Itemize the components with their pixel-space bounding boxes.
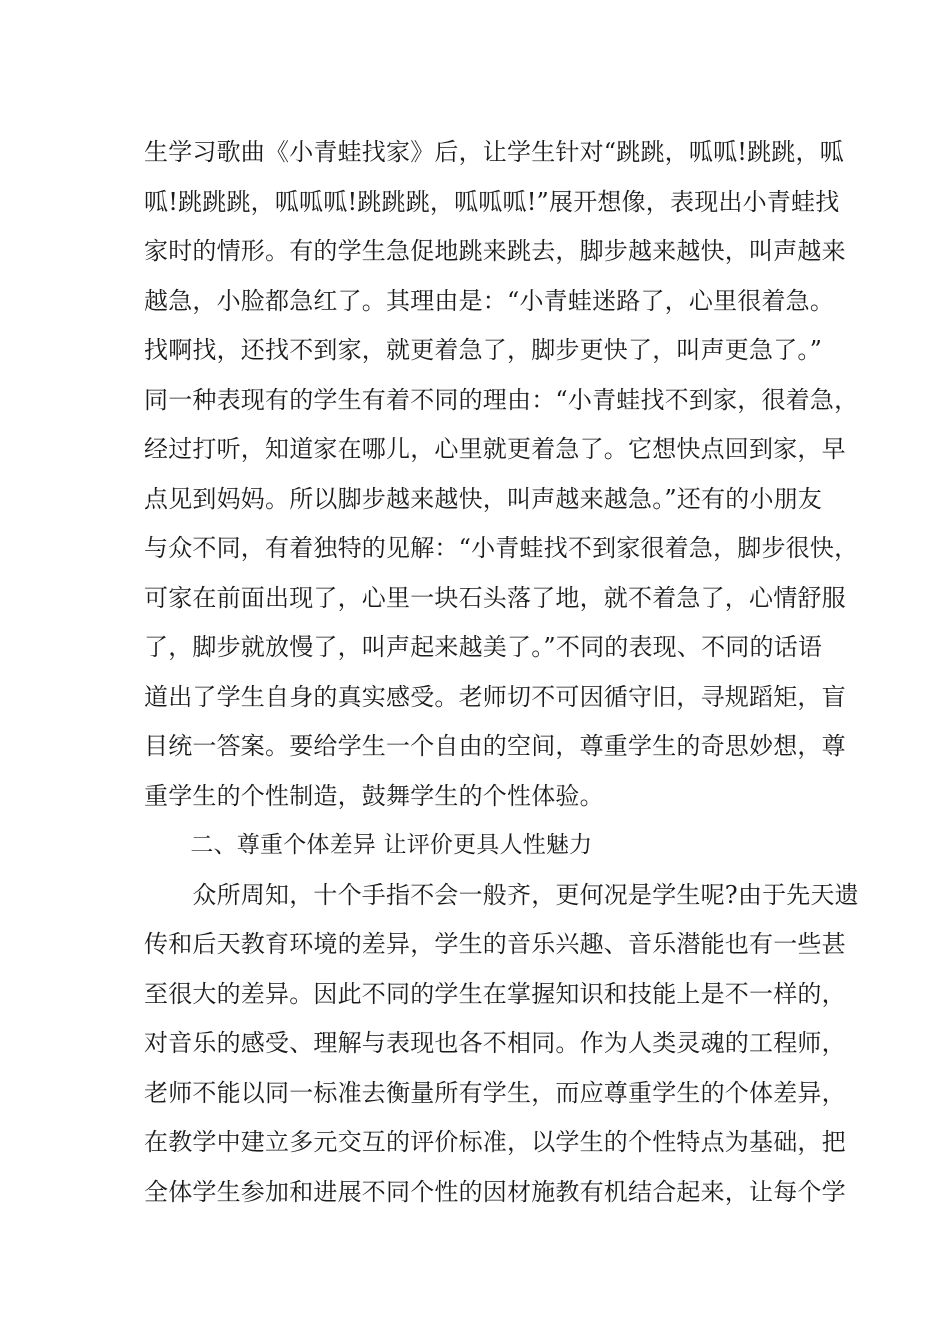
document-body [144, 130, 859, 1219]
text-line: 在教学中建立多元交互的评价标准，以学生的个性特点为基础，把 [144, 1128, 846, 1156]
text-line: 生学习歌曲《小青蛙找家》后，让学生针对“跳跳，呱呱!跳跳，呱 [144, 138, 844, 166]
text-line: 老师不能以同一标准去衡量所有学生，而应尊重学生的个体差异， [144, 1078, 846, 1107]
text-line: 传和后天教育环境的差异，学生的音乐兴趣、音乐潜能也有一些甚 [144, 930, 846, 958]
text-line: 目统一答案。要给学生一个自由的空间，尊重学生的奇思妙想，尊 [144, 732, 846, 760]
text-line: 找啊找，还找不到家，就更着急了，脚步更快了，叫声更急了。” [144, 336, 823, 364]
text-line: 对音乐的感受、理解与表现也各不相同。作为人类灵魂的工程师， [144, 1029, 846, 1057]
text-line: 至很大的差异。因此不同的学生在掌握知识和技能上是不一样的， [144, 979, 846, 1008]
text-line: 可家在前面出现了，心里一块石头落了地，就不着急了，心情舒服 [144, 583, 846, 612]
text-line: 同一种表现有的学生有着不同的理由：“小青蛙找不到家，很着急， [144, 385, 859, 414]
section-heading: 二、尊重个体差异 让评价更具人性魅力 [144, 832, 593, 858]
text-line: 越急，小脸都急红了。其理由是：“小青蛙迷路了，心里很着急。 [144, 286, 835, 315]
text-line: 全体学生参加和进展不同个性的因材施教有机结合起来，让每个学 [144, 1177, 846, 1206]
text-line: 道出了学生自身的真实感受。老师切不可因循守旧，寻规蹈矩，盲 [144, 682, 846, 711]
text-line: 了，脚步就放慢了，叫声起来越美了。”不同的表现、不同的话语 [144, 633, 823, 661]
text-line: 呱!跳跳跳，呱呱呱!跳跳跳，呱呱呱!”展开想像，表现出小青蛙找 [144, 187, 840, 216]
text-line: 与众不同，有着独特的见解：“小青蛙找不到家很着急，脚步很快， [144, 534, 859, 562]
text-line: 家时的情形。有的学生急促地跳来跳去，脚步越来越快，叫声越来 [144, 237, 846, 265]
text-line: 点见到妈妈。所以脚步越来越快，叫声越来越急。”还有的小朋友 [144, 484, 823, 513]
text-line: 经过打听，知道家在哪儿，心里就更着急了。它想快点回到家，早 [144, 435, 846, 463]
text-line: 重学生的个性制造，鼓舞学生的个性体验。 [144, 781, 604, 810]
text-line: 众所周知，十个手指不会一般齐，更何况是学生呢?由于先天遗 [144, 880, 859, 909]
